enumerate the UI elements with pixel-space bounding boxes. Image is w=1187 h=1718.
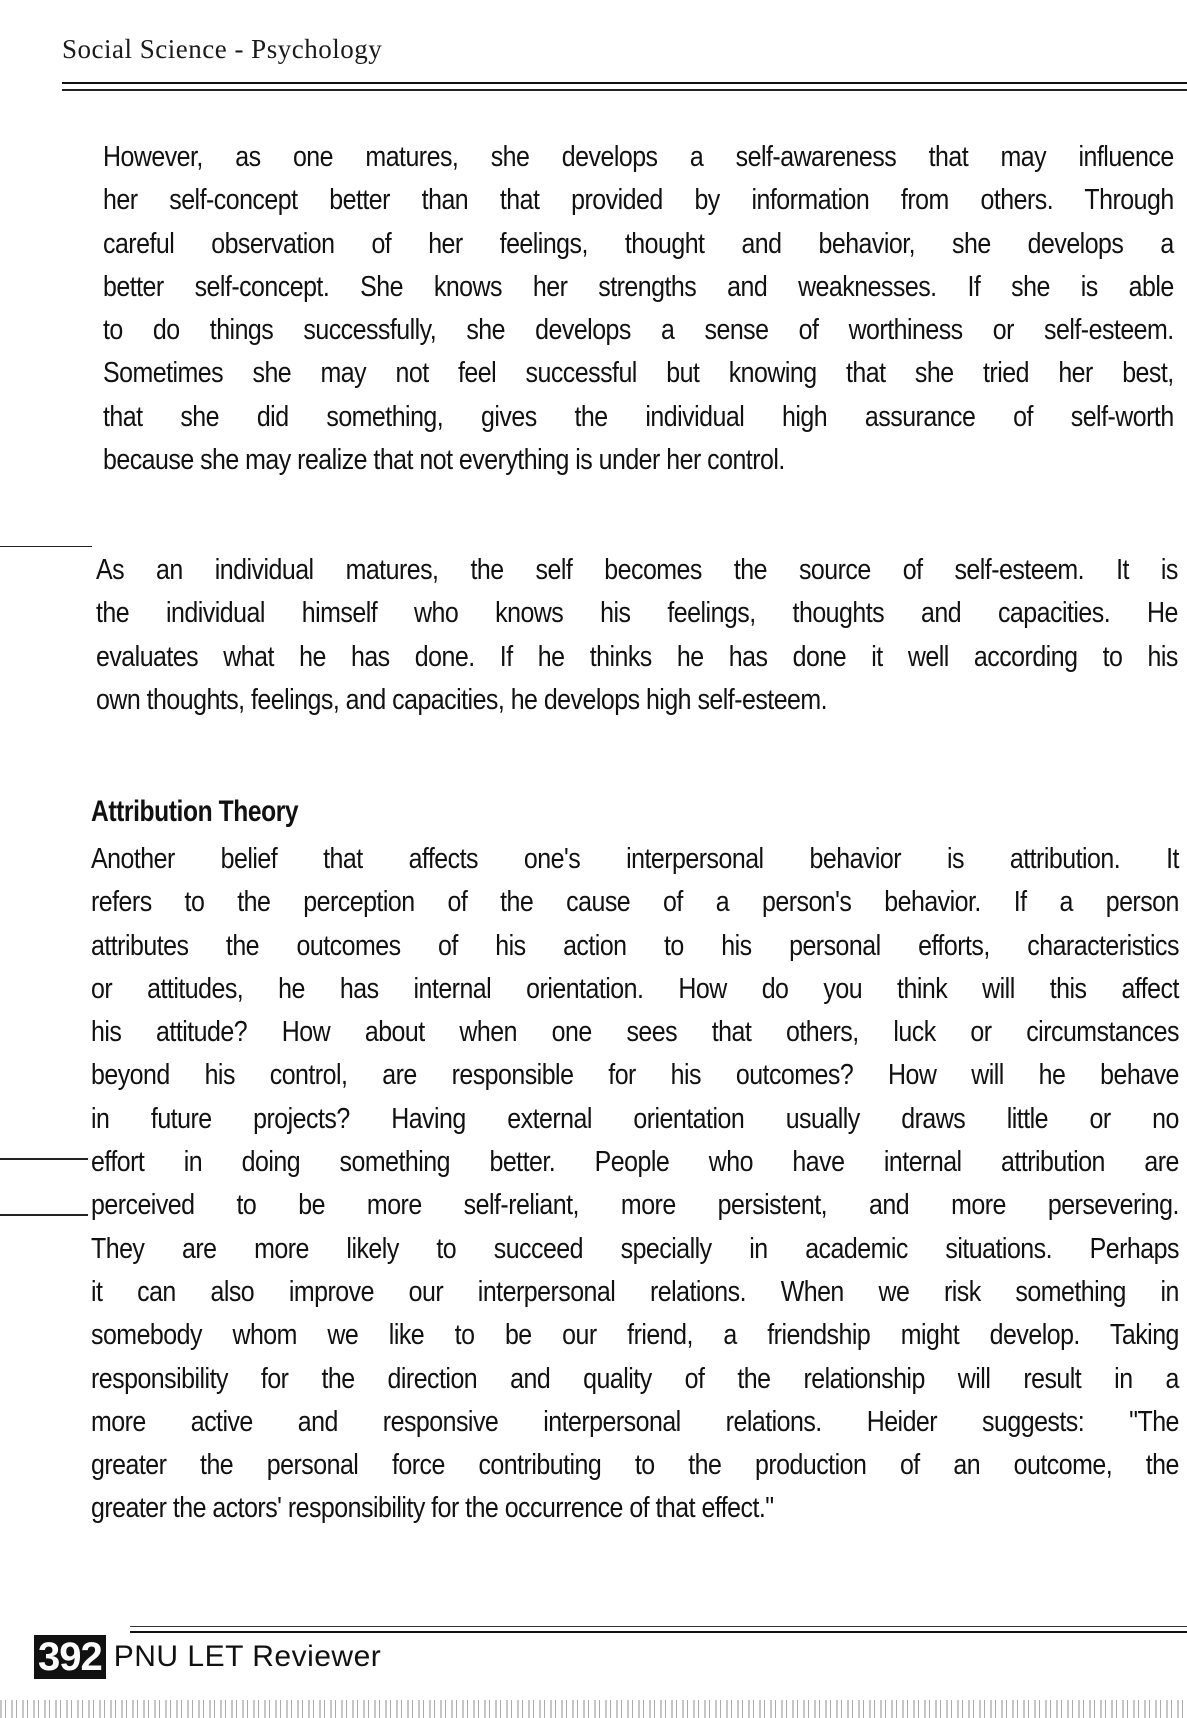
- text-line: Sometimes she may not feel successful but knowing that she tried her best,: [103, 357, 1174, 390]
- text-line: careful observation of her feelings, thought and behavior, she develops a: [103, 227, 1174, 260]
- text-line: more active and responsive interpersonal relations. Heider suggests: "The: [91, 1405, 1179, 1438]
- text-line: greater the personal force contributing to the production of an outcome, the: [91, 1449, 1179, 1482]
- page-footer: [34, 1634, 381, 1680]
- text-line: to do things successfully, she develops a sense of worthiness or self-esteem.: [103, 314, 1174, 347]
- text-line: because she may realize that not everything is under her control.: [103, 444, 785, 477]
- text-line: own thoughts, feelings, and capacities, he develops high self-esteem.: [96, 683, 828, 716]
- text-line: Another belief that affects one's interpersonal behavior is attribution. It: [91, 843, 1179, 875]
- text-line: effort in doing something better. People who have internal attribution are: [91, 1146, 1179, 1179]
- text-line: her self-concept better than that provided by information from others. Through: [103, 184, 1174, 217]
- book-title: PNU LET Reviewer: [113, 1640, 382, 1673]
- footer-rule: [130, 1626, 1187, 1633]
- paragraph-self-esteem: [96, 549, 1178, 722]
- scan-noise: [0, 1700, 1187, 1718]
- text-line: his attitude? How about when one sees that others, luck or circumstances: [91, 1016, 1179, 1049]
- section-heading: Attribution Theory: [91, 795, 299, 828]
- text-line: refers to the perception of the cause of a person's behavior. If a person: [91, 886, 1179, 919]
- running-head: Social Science - Psychology: [62, 34, 383, 64]
- text-line: that she did something, gives the individual high assurance of self-worth: [103, 400, 1174, 433]
- text-line: beyond his control, are responsible for his outcomes? How will he behave: [91, 1059, 1179, 1092]
- text-line: attributes the outcomes of his action to his personal efforts, characteristics: [91, 929, 1179, 962]
- text-line: responsibility for the direction and quality of the relationship will result in a: [91, 1362, 1179, 1395]
- text-line: or attitudes, he has internal orientation. How do you think will this affect: [91, 972, 1179, 1005]
- text-line: They are more likely to succeed specially in academic situations. Perhaps: [91, 1232, 1179, 1265]
- margin-mark: [0, 1158, 88, 1160]
- text-line: evaluates what he has done. If he thinks he has done it well according to his: [96, 640, 1178, 673]
- paragraph-attribution: [91, 838, 1179, 1531]
- text-line: somebody whom we like to be our friend, a friendship might develop. Taking: [91, 1319, 1179, 1352]
- text-line: greater the actors' responsibility for the occurrence of that effect.": [91, 1492, 774, 1525]
- paragraph-self-awareness: [103, 136, 1174, 482]
- text-line: it can also improve our interpersonal relations. When we risk something in: [91, 1275, 1179, 1308]
- text-line: However, as one matures, she develops a self-awareness that may influence: [103, 141, 1174, 173]
- margin-mark: [0, 1214, 88, 1216]
- header-rule: [62, 82, 1187, 91]
- text-line: perceived to be more self-reliant, more persistent, and more persevering.: [91, 1189, 1179, 1222]
- text-line: better self-concept. She knows her strengths and weaknesses. If she is able: [103, 270, 1174, 303]
- text-line: As an individual matures, the self becomes the source of self-esteem. It is: [96, 554, 1178, 586]
- page-number: 392: [34, 1635, 106, 1679]
- text-line: the individual himself who knows his feelings, thoughts and capacities. He: [96, 597, 1178, 630]
- margin-mark: [0, 546, 92, 547]
- text-line: in future projects? Having external orientation usually draws little or no: [91, 1102, 1179, 1135]
